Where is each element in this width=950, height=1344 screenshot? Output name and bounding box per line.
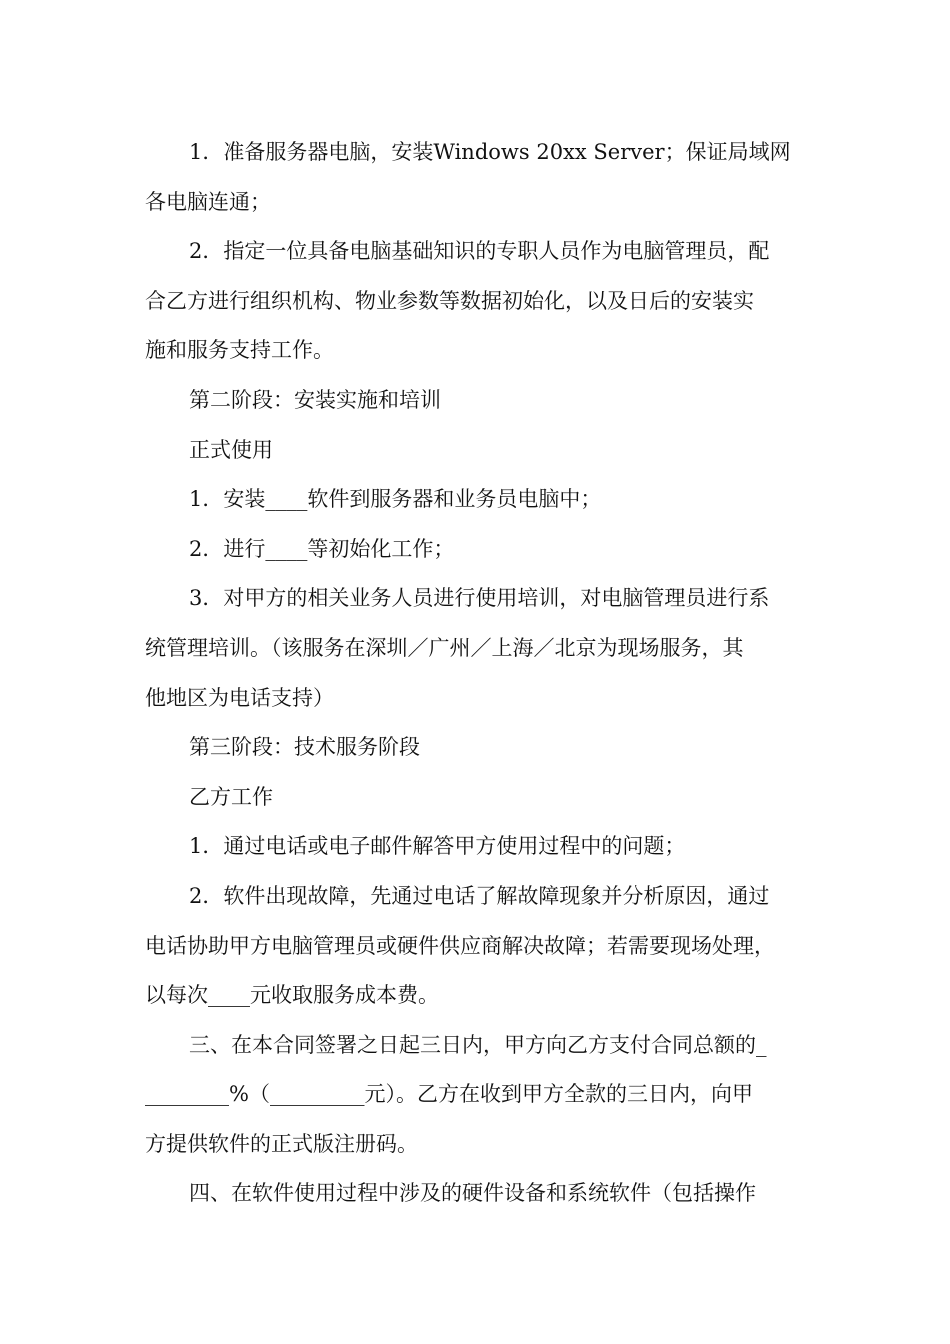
section-heading: 第三阶段：技术服务阶段 xyxy=(189,735,420,760)
section-subheading: 乙方工作 xyxy=(189,784,273,809)
paragraph-line: 合乙方进行组织机构、物业参数等数据初始化，以及日后的安装实 xyxy=(145,288,754,313)
clause-line: 三、在本合同签署之日起三日内，甲方向乙方支付合同总额的_ xyxy=(189,1032,767,1057)
paragraph-line: 2．进行____等初始化工作； xyxy=(189,536,455,561)
paragraph-line: 3．对甲方的相关业务人员进行使用培训，对电脑管理员进行系 xyxy=(189,586,770,611)
paragraph-line: 以每次____元收取服务成本费。 xyxy=(145,983,439,1008)
paragraph-line: 2．软件出现故障，先通过电话了解故障现象并分析原因，通过 xyxy=(189,883,770,908)
paragraph-line: 1．安装____软件到服务器和业务员电脑中； xyxy=(189,487,602,512)
clause-line: 方提供软件的正式版注册码。 xyxy=(145,1131,418,1156)
paragraph-line: 他地区为电话支持） xyxy=(145,685,334,710)
paragraph-line: 2．指定一位具备电脑基础知识的专职人员作为电脑管理员，配 xyxy=(189,239,770,264)
paragraph-line: 统管理培训。（该服务在深圳／广州／上海／北京为现场服务，其 xyxy=(145,635,744,660)
paragraph-line: 施和服务支持工作。 xyxy=(145,338,334,363)
paragraph-line: 各电脑连通； xyxy=(145,189,271,214)
paragraph-line: 电话协助甲方电脑管理员或硬件供应商解决故障；若需要现场处理， xyxy=(145,933,775,958)
paragraph-line: 1．通过电话或电子邮件解答甲方使用过程中的问题； xyxy=(189,834,686,859)
paragraph-line: 1．准备服务器电脑，安装Windows 20xx Server；保证局域网 xyxy=(189,140,791,164)
section-subheading: 正式使用 xyxy=(189,437,273,462)
section-heading: 第二阶段：安装实施和培训 xyxy=(189,387,441,412)
document-body xyxy=(145,128,835,1219)
clause-line: ________%（_________元）。乙方在收到甲方全款的三日内，向甲 xyxy=(145,1082,753,1107)
clause-line: 四、在软件使用过程中涉及的硬件设备和系统软件（包括操作 xyxy=(189,1181,756,1206)
